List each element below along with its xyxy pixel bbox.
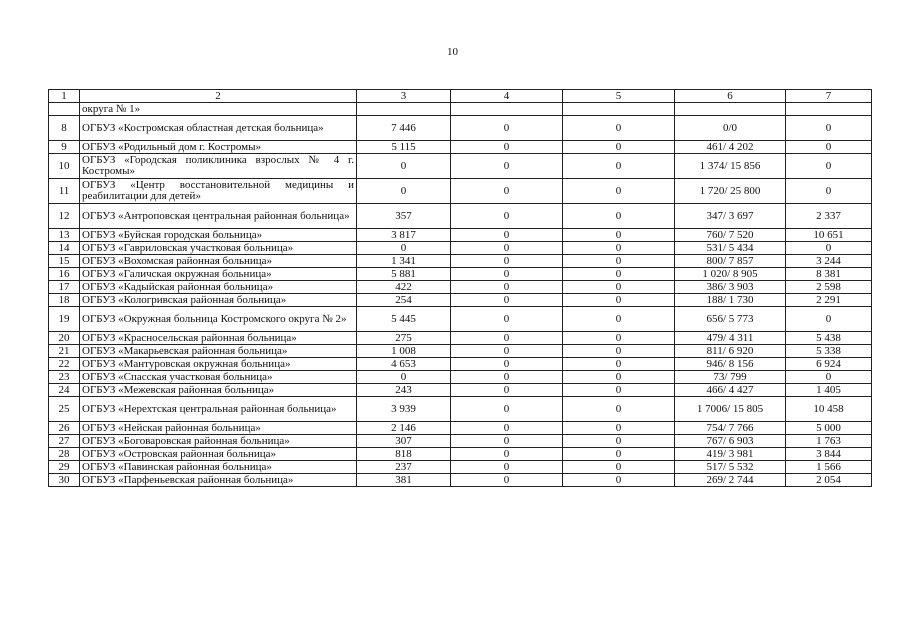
cell-col-3: 357 (357, 204, 451, 229)
cell-col-7: 0 (786, 242, 872, 255)
cell-col-6: 811/ 6 920 (675, 345, 786, 358)
institution-name: ОГБУЗ «Гавриловская участковая больница» (80, 242, 357, 255)
cell-col-5: 0 (563, 154, 675, 179)
cell-col-5: 0 (563, 332, 675, 345)
cell-col-4: 0 (451, 141, 563, 154)
row-number: 10 (49, 154, 80, 179)
page-number: 10 (447, 46, 458, 58)
cell-col-3: 2 146 (357, 422, 451, 435)
institution-name: ОГБУЗ «Буйская городская больница» (80, 229, 357, 242)
cell-col-7: 2 337 (786, 204, 872, 229)
cell-col-3: 4 653 (357, 358, 451, 371)
cell-col-5: 0 (563, 461, 675, 474)
row-number: 25 (49, 397, 80, 422)
table-row (49, 397, 872, 422)
cell-col-4: 0 (451, 204, 563, 229)
empty-cell (451, 103, 563, 116)
table-row (49, 242, 872, 255)
institution-name: ОГБУЗ «Костромская областная детская больница» (80, 116, 357, 141)
institution-name: ОГБУЗ «Кологривская районная больница» (80, 294, 357, 307)
cell-col-7: 0 (786, 154, 872, 179)
cell-col-6: 531/ 5 434 (675, 242, 786, 255)
institution-name: ОГБУЗ «Спасская участковая больница» (80, 371, 357, 384)
cell-col-3: 1 341 (357, 255, 451, 268)
institution-name: ОГБУЗ «Окружная больница Костромского округа № 2» (80, 307, 357, 332)
institution-name: ОГБУЗ «Павинская районная больница» (80, 461, 357, 474)
cell-col-5: 0 (563, 448, 675, 461)
institution-name: ОГБУЗ «Островская районная больница» (80, 448, 357, 461)
continuation-num (49, 103, 80, 116)
cell-col-5: 0 (563, 141, 675, 154)
cell-col-4: 0 (451, 242, 563, 255)
cell-col-7: 0 (786, 179, 872, 204)
header-cell-3: 3 (357, 90, 451, 103)
cell-col-3: 3 817 (357, 229, 451, 242)
row-number: 21 (49, 345, 80, 358)
cell-col-6: 269/ 2 744 (675, 474, 786, 487)
cell-col-5: 0 (563, 397, 675, 422)
header-row (49, 90, 872, 103)
header-cell-7: 7 (786, 90, 872, 103)
table-row (49, 358, 872, 371)
header-cell-4: 4 (451, 90, 563, 103)
institution-name: ОГБУЗ «Городская поликлиника взрослых № 4 г. Костромы» (80, 154, 357, 179)
empty-cell (786, 103, 872, 116)
cell-col-3: 0 (357, 242, 451, 255)
institution-name: ОГБУЗ «Красносельская районная больница» (80, 332, 357, 345)
cell-col-6: 1 374/ 15 856 (675, 154, 786, 179)
cell-col-3: 5 115 (357, 141, 451, 154)
table-row (49, 461, 872, 474)
cell-col-4: 0 (451, 345, 563, 358)
cell-col-6: 73/ 799 (675, 371, 786, 384)
table-row (49, 281, 872, 294)
row-number: 19 (49, 307, 80, 332)
empty-cell (675, 103, 786, 116)
cell-col-4: 0 (451, 268, 563, 281)
row-number: 30 (49, 474, 80, 487)
cell-col-5: 0 (563, 229, 675, 242)
cell-col-7: 5 338 (786, 345, 872, 358)
cell-col-6: 419/ 3 981 (675, 448, 786, 461)
cell-col-5: 0 (563, 281, 675, 294)
cell-col-5: 0 (563, 268, 675, 281)
cell-col-6: 1 020/ 8 905 (675, 268, 786, 281)
institution-name: ОГБУЗ «Межевская районная больница» (80, 384, 357, 397)
row-number: 27 (49, 435, 80, 448)
institution-name: ОГБУЗ «Галичская окружная больница» (80, 268, 357, 281)
cell-col-7: 5 000 (786, 422, 872, 435)
cell-col-3: 0 (357, 371, 451, 384)
cell-col-7: 1 763 (786, 435, 872, 448)
table-row (49, 268, 872, 281)
data-table (48, 89, 872, 487)
cell-col-4: 0 (451, 332, 563, 345)
cell-col-5: 0 (563, 422, 675, 435)
header-cell-5: 5 (563, 90, 675, 103)
institution-name: ОГБУЗ «Родильный дом г. Костромы» (80, 141, 357, 154)
row-number: 24 (49, 384, 80, 397)
continuation-row (49, 103, 872, 116)
cell-col-3: 254 (357, 294, 451, 307)
cell-col-7: 10 458 (786, 397, 872, 422)
cell-col-4: 0 (451, 358, 563, 371)
table-row (49, 332, 872, 345)
row-number: 23 (49, 371, 80, 384)
cell-col-7: 1 566 (786, 461, 872, 474)
cell-col-7: 8 381 (786, 268, 872, 281)
row-number: 29 (49, 461, 80, 474)
table-row (49, 204, 872, 229)
cell-col-7: 2 054 (786, 474, 872, 487)
cell-col-5: 0 (563, 384, 675, 397)
row-number: 9 (49, 141, 80, 154)
table-row (49, 435, 872, 448)
cell-col-3: 818 (357, 448, 451, 461)
header-cell-1: 1 (49, 90, 80, 103)
table-row (49, 154, 872, 179)
cell-col-7: 0 (786, 307, 872, 332)
row-number: 15 (49, 255, 80, 268)
institution-name: ОГБУЗ «Нейская районная больница» (80, 422, 357, 435)
cell-col-5: 0 (563, 307, 675, 332)
cell-col-3: 381 (357, 474, 451, 487)
table-row (49, 371, 872, 384)
row-number: 14 (49, 242, 80, 255)
row-number: 18 (49, 294, 80, 307)
table-row (49, 307, 872, 332)
institution-name: ОГБУЗ «Кадыйская районная больница» (80, 281, 357, 294)
cell-col-3: 0 (357, 154, 451, 179)
institution-name: ОГБУЗ «Антроповская центральная районная больница» (80, 204, 357, 229)
cell-col-6: 386/ 3 903 (675, 281, 786, 294)
cell-col-6: 946/ 8 156 (675, 358, 786, 371)
row-number: 12 (49, 204, 80, 229)
cell-col-5: 0 (563, 116, 675, 141)
cell-col-4: 0 (451, 179, 563, 204)
cell-col-6: 760/ 7 520 (675, 229, 786, 242)
institution-name: ОГБУЗ «Макарьевская районная больница» (80, 345, 357, 358)
cell-col-5: 0 (563, 474, 675, 487)
cell-col-5: 0 (563, 242, 675, 255)
cell-col-4: 0 (451, 422, 563, 435)
table-row (49, 474, 872, 487)
cell-col-3: 422 (357, 281, 451, 294)
cell-col-6: 767/ 6 903 (675, 435, 786, 448)
cell-col-6: 800/ 7 857 (675, 255, 786, 268)
cell-col-5: 0 (563, 255, 675, 268)
table-row (49, 384, 872, 397)
table-row (49, 141, 872, 154)
table-row (49, 179, 872, 204)
cell-col-7: 5 438 (786, 332, 872, 345)
cell-col-5: 0 (563, 179, 675, 204)
cell-col-5: 0 (563, 371, 675, 384)
table-row (49, 345, 872, 358)
row-number: 20 (49, 332, 80, 345)
cell-col-4: 0 (451, 384, 563, 397)
cell-col-6: 1 720/ 25 800 (675, 179, 786, 204)
cell-col-4: 0 (451, 448, 563, 461)
continuation-text: округа № 1» (80, 103, 357, 116)
cell-col-3: 5 445 (357, 307, 451, 332)
cell-col-7: 0 (786, 141, 872, 154)
cell-col-4: 0 (451, 154, 563, 179)
cell-col-7: 3 844 (786, 448, 872, 461)
table-row (49, 422, 872, 435)
cell-col-4: 0 (451, 371, 563, 384)
cell-col-7: 2 291 (786, 294, 872, 307)
table-row (49, 294, 872, 307)
cell-col-7: 3 244 (786, 255, 872, 268)
cell-col-5: 0 (563, 358, 675, 371)
cell-col-3: 7 446 (357, 116, 451, 141)
institution-name: ОГБУЗ «Вохомская районная больница» (80, 255, 357, 268)
institution-name: ОГБУЗ «Мантуровская окружная больница» (80, 358, 357, 371)
row-number: 8 (49, 116, 80, 141)
cell-col-4: 0 (451, 281, 563, 294)
cell-col-7: 2 598 (786, 281, 872, 294)
empty-cell (357, 103, 451, 116)
cell-col-3: 275 (357, 332, 451, 345)
cell-col-6: 188/ 1 730 (675, 294, 786, 307)
cell-col-5: 0 (563, 294, 675, 307)
table-row (49, 255, 872, 268)
cell-col-3: 1 008 (357, 345, 451, 358)
row-number: 16 (49, 268, 80, 281)
cell-col-3: 243 (357, 384, 451, 397)
cell-col-5: 0 (563, 204, 675, 229)
cell-col-4: 0 (451, 397, 563, 422)
cell-col-4: 0 (451, 474, 563, 487)
cell-col-3: 307 (357, 435, 451, 448)
table-row (49, 116, 872, 141)
table-row (49, 448, 872, 461)
table-row (49, 229, 872, 242)
cell-col-3: 5 881 (357, 268, 451, 281)
empty-cell (563, 103, 675, 116)
header-cell-2: 2 (80, 90, 357, 103)
header-cell-6: 6 (675, 90, 786, 103)
cell-col-5: 0 (563, 345, 675, 358)
cell-col-6: 754/ 7 766 (675, 422, 786, 435)
row-number: 13 (49, 229, 80, 242)
cell-col-3: 237 (357, 461, 451, 474)
cell-col-5: 0 (563, 435, 675, 448)
cell-col-4: 0 (451, 294, 563, 307)
institution-name: ОГБУЗ «Парфеньевская районная больница» (80, 474, 357, 487)
cell-col-4: 0 (451, 461, 563, 474)
row-number: 17 (49, 281, 80, 294)
cell-col-4: 0 (451, 307, 563, 332)
cell-col-7: 0 (786, 116, 872, 141)
cell-col-6: 347/ 3 697 (675, 204, 786, 229)
cell-col-7: 6 924 (786, 358, 872, 371)
row-number: 11 (49, 179, 80, 204)
cell-col-4: 0 (451, 229, 563, 242)
cell-col-6: 0/0 (675, 116, 786, 141)
cell-col-6: 656/ 5 773 (675, 307, 786, 332)
cell-col-3: 0 (357, 179, 451, 204)
cell-col-7: 0 (786, 371, 872, 384)
row-number: 22 (49, 358, 80, 371)
cell-col-6: 1 7006/ 15 805 (675, 397, 786, 422)
cell-col-4: 0 (451, 116, 563, 141)
cell-col-4: 0 (451, 255, 563, 268)
cell-col-6: 461/ 4 202 (675, 141, 786, 154)
institution-name: ОГБУЗ «Центр восстановительной медицины и реабилитации для детей» (80, 179, 357, 204)
cell-col-6: 479/ 4 311 (675, 332, 786, 345)
row-number: 26 (49, 422, 80, 435)
cell-col-6: 517/ 5 532 (675, 461, 786, 474)
cell-col-7: 1 405 (786, 384, 872, 397)
cell-col-4: 0 (451, 435, 563, 448)
cell-col-6: 466/ 4 427 (675, 384, 786, 397)
institution-name: ОГБУЗ «Нерехтская центральная районная больница» (80, 397, 357, 422)
row-number: 28 (49, 448, 80, 461)
cell-col-7: 10 651 (786, 229, 872, 242)
institution-name: ОГБУЗ «Боговаровская районная больница» (80, 435, 357, 448)
cell-col-3: 3 939 (357, 397, 451, 422)
